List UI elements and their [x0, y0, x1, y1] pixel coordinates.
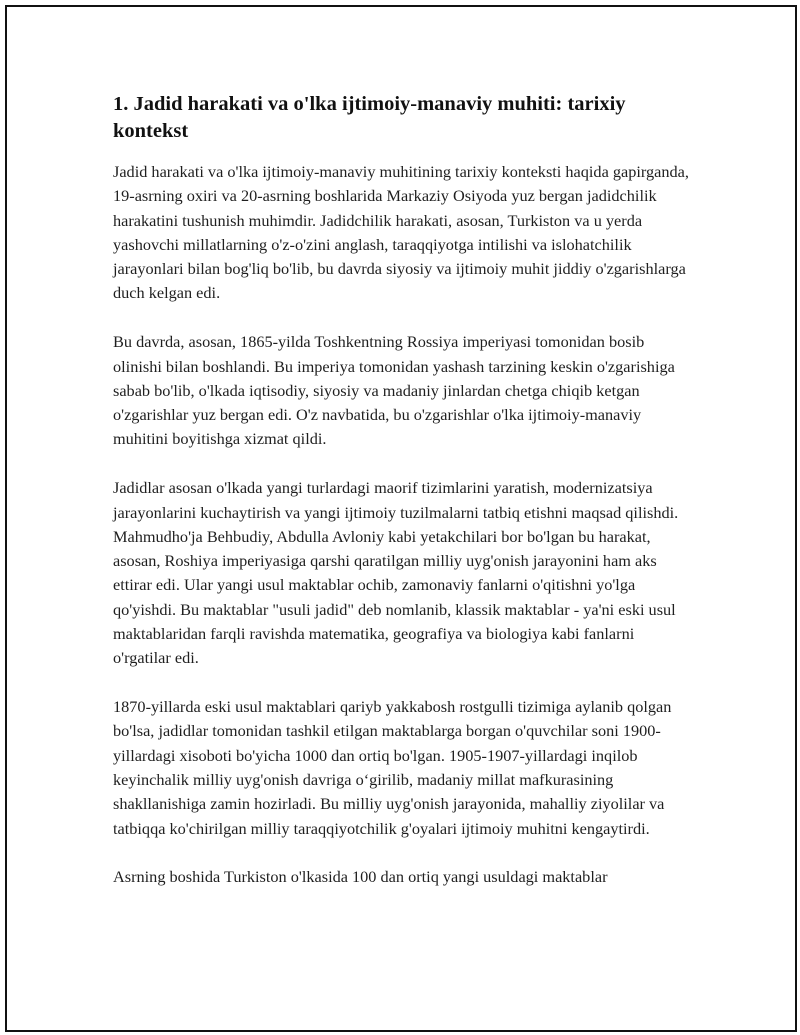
paragraph-4: 1870-yillarda eski usul maktablari qariyb yakkabosh rostgulli tizimiga aylanib qolgan bo'lsa, jadidlar tomonidan tashkil etilgan maktablarga borgan o'quvchilar soni 1900-yillardagi xisoboti bo'yicha 1000 dan ortiq bo'lgan. 1905-1907-yillardagi inqilob keyinchalik milliy uyg'onish davriga o‘girilib, madaniy millat mafkurasining shakllanishiga zamin hozirladi. Bu milliy uyg'onish jarayonida, mahalliy ziyolilar va tatbiqqa ko'chirilgan milliy taraqqiyotchilik g'oyalari ijtimoiy muhitni kengaytirdi. — [113, 697, 672, 838]
paragraph-1: Jadid harakati va o'lka ijtimoiy-manaviy muhitining tarixiy konteksti haqida gapirganda, 19-asrning oxiri va 20-asrning boshlarida Markaziy Osiyoda yuz bergan jadidchilik harakatini tushunish muhimdir. Jadidchilik harakati, asosan, Turkiston va u yerda yashovchi millatlarning o'z-o'zini anglash, taraqqiyotga intilishi va islohatchilik jarayonlari bilan bog'liq bo'lib, bu davrda siyosiy va ijtimoiy muhit jiddiy o'zgarishlarga duch kelgan edi. — [113, 162, 689, 303]
section-heading: 1. Jadid harakati va o'lka ijtimoiy-manaviy muhiti: tarixiy kontekst — [113, 93, 626, 142]
paragraph-2: Bu davrda, asosan, 1865-yilda Toshkentning Rossiya imperiyasi tomonidan bosib olinishi bilan boshlandi. Bu imperiya tomonidan yashash tarzining keskin o'zgarishiga sabab bo'lib, o'lkada iqtisodiy, siyosiy va madaniy jinlardan chetga chiqib ketgan o'zgarishlar yuz bergan edi. O'z navbatida, bu o'zgarishlar o'lka ijtimoiy-manaviy muhitini boyitishga xizmat qildi. — [113, 332, 675, 449]
paragraph-3: Jadidlar asosan o'lkada yangi turlardagi maorif tizimlarini yaratish, modernizatsiya jarayonlarini kuchaytirish va yangi ijtimoiy tuzilmalarni tatbiq etishni maqsad qilishdi. Mahmudho'ja Behbudiy, Abdulla Avloniy kabi yetakchilari bor bo'lgan bu harakat, asosan, Roshiya imperiyasiga qarshi qaratilgan milliy uyg'onish jarayonini ham aks ettirar edi. Ular yangi usul maktablar ochib, zamonaviy fanlarni o'qitishni yo'lga qo'yishdi. Bu maktablar "usuli jadid" deb nomlanib, klassik maktablar - ya'ni eski usul maktablaridan farqli ravishda matematika, geografiya va biologiya kabi fanlarni o'rgatilar edi. — [113, 478, 679, 668]
document-body — [113, 91, 693, 914]
paragraph-5: Asrning boshida Turkiston o'lkasida 100 dan ortiq yangi usuldagi maktablar — [113, 867, 608, 887]
